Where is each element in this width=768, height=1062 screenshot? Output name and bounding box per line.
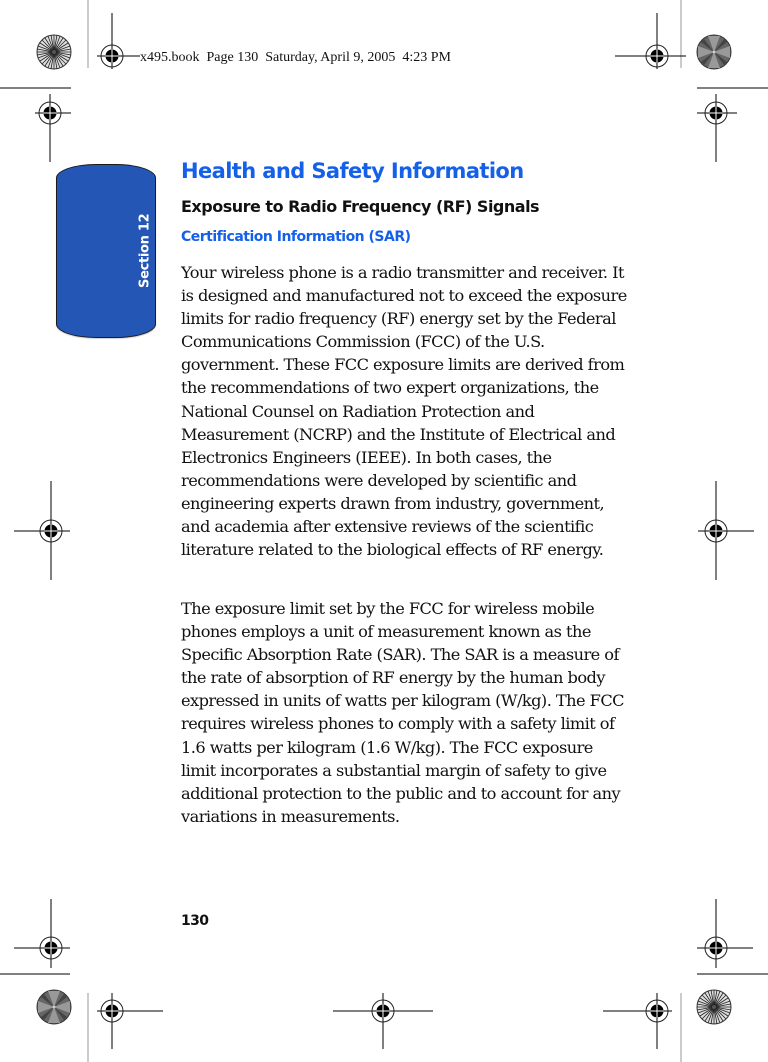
text-line: phones employs a unit of measurement known as the [181,622,591,642]
text-line: the recommendations of two expert organizations, the [181,378,599,398]
text-line: government. These FCC exposure limits are derived from [181,355,625,375]
section-heading: Exposure to Radio Frequency (RF) Signals [181,197,540,216]
text-line: Measurement (NCRP) and the Institute of Electrical and [181,424,616,444]
text-line: and academia after extensive reviews of the scientific [181,517,594,537]
text-line: Your wireless phone is a radio transmitter and receiver. It [181,263,624,282]
text-line: expressed in units of watts per kilogram (W/kg). The FCC [181,691,624,711]
text-line: limits for radio frequency (RF) energy set by the Federal [181,309,616,329]
text-line: limit incorporates a substantial margin of safety to give [181,760,607,780]
page-title: Health and Safety Information [181,159,524,183]
text-line: Electronics Engineers (IEEE). In both cases, the [181,447,552,467]
text-line: The exposure limit set by the FCC for wireless mobile [181,599,595,618]
page-number: 130 [181,913,209,929]
headings-block [181,156,643,247]
text-line: the rate of absorption of RF energy by the human body [181,668,605,688]
text-line: recommendations were developed by scientific and [181,470,577,490]
text-line: literature related to the biological effects of RF energy. [181,540,604,560]
text-line: Communications Commission (FCC) of the U.S. [181,332,545,352]
text-line: 1.6 watts per kilogram (1.6 W/kg). The FCC exposure [181,737,593,757]
subsection-heading: Certification Information (SAR) [181,229,411,245]
body-paragraph-2 [181,597,643,828]
text-line: additional protection to the public and to account for any [181,783,621,803]
text-line: National Counsel on Radiation Protection and [181,401,535,421]
section-tab [56,164,156,338]
text-line: engineering experts drawn from industry, government, [181,493,605,513]
print-slug: x495.book Page 130 Saturday, April 9, 2005 4:23 PM [140,50,451,65]
text-line: Specific Absorption Rate (SAR). The SAR is a measure of [181,645,619,665]
section-tab-label: Section 12 [137,213,153,289]
text-line: is designed and manufactured not to exceed the exposure [181,286,627,306]
text-line: requires wireless phones to comply with a safety limit of [181,714,615,734]
text-line: variations in measurements. [181,806,400,826]
body-paragraph-1 [181,261,643,561]
